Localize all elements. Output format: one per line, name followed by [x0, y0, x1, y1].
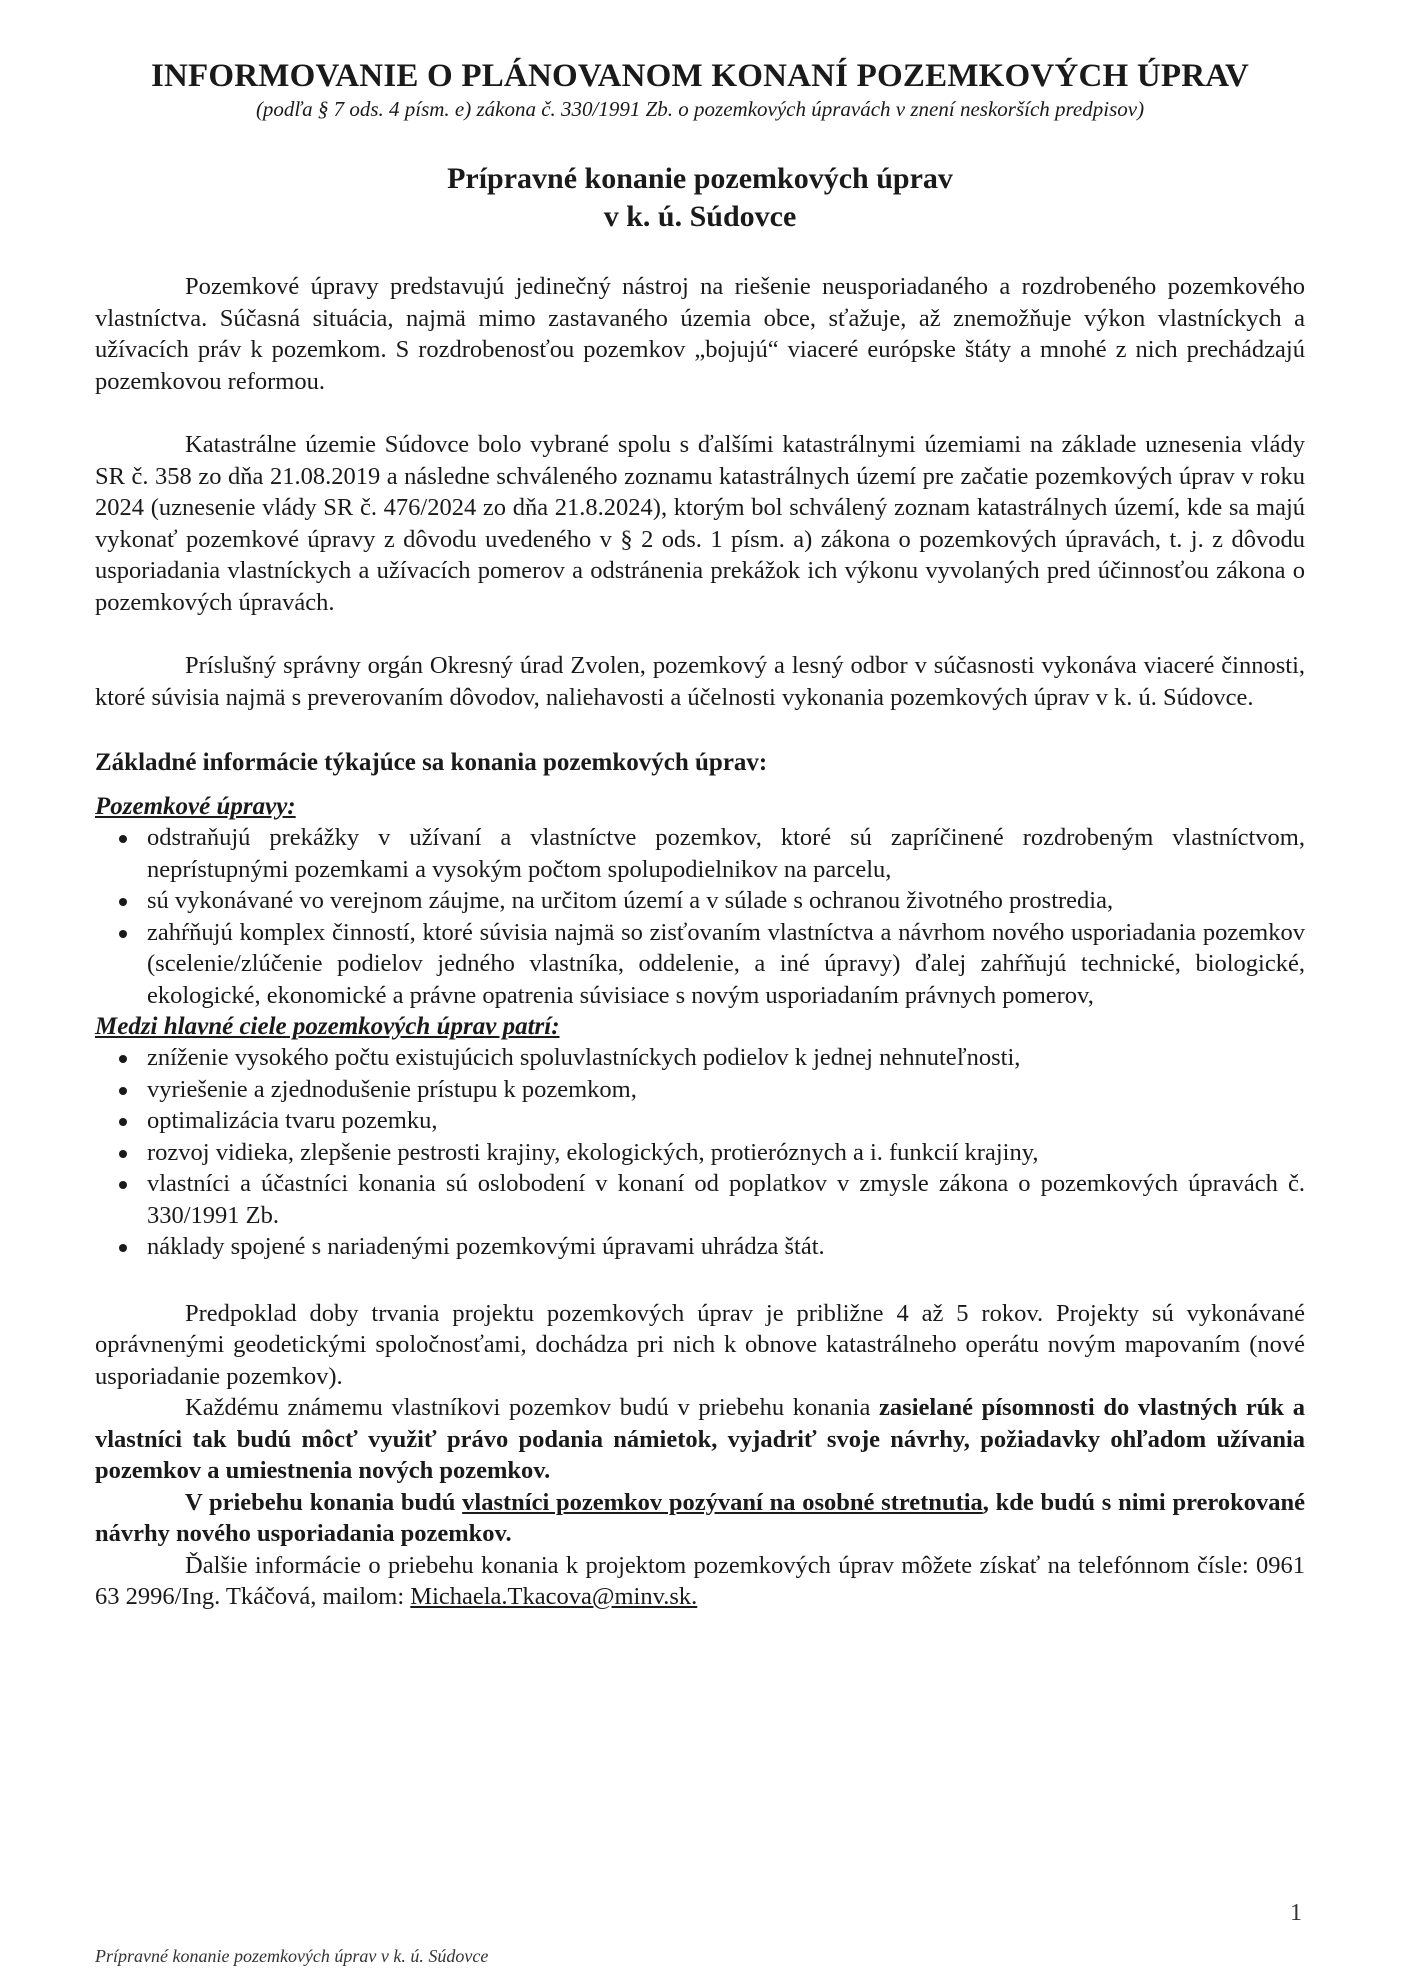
list-item-text: odstraňujú prekážky v užívaní a vlastníctve pozemkov, ktoré sú zapríčinené rozdrobeným vlastníctvom, neprístupnými pozemkami a vysokým počtom spolupodielnikov na parcelu, [147, 824, 1305, 883]
heading-line-2: v k. ú. Súdovce [603, 200, 797, 233]
list-item [95, 1074, 1305, 1106]
list-item [95, 1042, 1305, 1074]
heading-line-1: Prípravné konanie pozemkových úprav [447, 162, 953, 195]
list-item-text: zníženie vysokého počtu existujúcich spoluvlastníckych podielov k jednej nehnuteľnosti, [147, 1044, 1021, 1071]
list-item-text: rozvoj vidieka, zlepšenie pestrosti krajiny, ekologických, protieróznych a i. funkcií krajiny, [147, 1138, 1039, 1166]
closing-paragraph-4 [95, 1550, 1305, 1613]
intro-paragraph-1: Pozemkové úpravy predstavujú jedinečný nástroj na riešenie neusporiadaného a rozdrobeného pozemkového vlastníctva. Súčasná situácia, najmä mimo zastavaného územia obce, sťažuje, až znemožňuje výkon vlastníckych a užívacích práv k pozemkom. S rozdrobenosťou pozemkov „bojujú“ viaceré európske štáty a mnohé z nich prechádzajú pozemkovou reformou. [95, 273, 1305, 395]
list-item-text: zahŕňujú komplex činností, ktoré súvisia najmä so zisťovaním vlastníctva a návrhom nového usporiadania pozemkov (scelenie/zlúčenie podielov jedného vlastníka, oddelenie, a iné úpravy) ďalej zahŕňujú technické, biologické, ekologické, ekonomické a právne opatrenia súvisiace s novým usporiadaním právnych pomerov, [147, 918, 1305, 1009]
list-item [95, 917, 1305, 1012]
document-subtitle: (podľa § 7 ods. 4 písm. e) zákona č. 330/1991 Zb. o pozemkových úpravách v znení neskorších predpisov) [255, 97, 1145, 121]
basic-info-title: Základné informácie týkajúce sa konania pozemkových úprav: [95, 749, 768, 776]
email-link[interactable]: Michaela.Tkacova@minv.sk. [410, 1583, 698, 1610]
list-item-text: vlastníci a účastníci konania sú oslobodení v konaní od poplatkov v zmysle zákona o pozemkových úpravách č. 330/1991 Zb. [147, 1170, 1305, 1229]
page-footer: Prípravné konanie pozemkových úprav v k. ú. Súdovce [95, 1946, 489, 1966]
list-item [95, 1231, 1305, 1263]
page-number: 1 [1290, 1900, 1302, 1926]
closing-paragraph-3-bold-b: , kde budú s nimi prerokované návrhy nového usporiadania pozemkov. [95, 1488, 1305, 1547]
closing-paragraph-2-bold: zasielané písomnosti do vlastných rúk a vlastníci tak budú môcť využiť právo podania námietok, vyjadriť svoje návrhy, požiadavky ohľadom užívania pozemkov a umiestnenia nových pozemkov. [95, 1394, 1305, 1484]
basic-info-list [95, 822, 1305, 1011]
goals-list [95, 1042, 1305, 1263]
list-item [95, 1105, 1305, 1137]
intro-paragraph-3: Príslušný správny orgán Okresný úrad Zvolen, pozemkový a lesný odbor v súčasnosti vykonáva viaceré činnosti, ktoré súvisia najmä s preverovaním dôvodov, naliehavosti a účelnosti vykonania pozemkových úprav v k. ú. Súdovce. [95, 652, 1305, 711]
list-item [95, 822, 1305, 885]
contact-text: Ďalšie informácie o priebehu konania k projektom pozemkových úprav môžete získať na telefónnom čísle: 0961 63 2996/Ing. Tkáčová, mailom: [95, 1551, 1305, 1610]
list-item [95, 885, 1305, 917]
closing-paragraph-3 [95, 1487, 1305, 1550]
goals-subtitle: Medzi hlavné ciele pozemkových úprav patrí: [95, 1013, 560, 1040]
closing-paragraph-2-text: Každému známemu vlastníkovi pozemkov budú v priebehu konania [185, 1394, 880, 1421]
list-item [95, 1137, 1305, 1169]
list-item-text: vyriešenie a zjednodušenie prístupu k pozemkom, [147, 1075, 637, 1103]
basic-info-subtitle: Pozemkové úpravy: [95, 793, 296, 820]
intro-paragraph-2: Katastrálne územie Súdovce bolo vybrané spolu s ďalšími katastrálnymi územiami na základe uznesenia vlády SR č. 358 zo dňa 21.08.2019 a následne schváleného zoznamu katastrálnych území pre začatie pozemkových úprav v roku 2024 (uznesenie vlády SR č. 476/2024 zo dňa 21.8.2024), ktorým bol schválený zoznam katastrálnych území, kde sa majú vykonať pozemkové úpravy z dôvodu uvedeného v § 2 ods. 1 písm. a) zákona o pozemkových úpravách, t. j. z dôvodu usporiadania vlastníckych a užívacích pomerov a odstránenia prekážok ich výkonu vyvolaných pred účinnosťou zákona o pozemkových úpravách. [95, 431, 1305, 616]
document-page [95, 56, 1305, 1613]
list-item [95, 1168, 1305, 1231]
closing-paragraph-1: Predpoklad doby trvania projektu pozemkových úprav je približne 4 až 5 rokov. Projekty sú vykonávané oprávnenými geodetickými spoločnosťami, dochádza pri nich k obnove katastrálneho operátu novým mapovaním (nové usporiadanie pozemkov). [95, 1299, 1305, 1390]
closing-paragraph-2 [95, 1392, 1305, 1487]
list-item-text: náklady spojené s nariadenými pozemkovými úpravami uhrádza štát. [147, 1233, 825, 1260]
document-title: INFORMOVANIE O PLÁNOVANOM KONANÍ POZEMKOVÝCH ÚPRAV [150, 58, 1250, 94]
closing-paragraph-3-underlined: vlastníci pozemkov pozývaní na osobné stretnutia [462, 1488, 983, 1516]
list-item-text: optimalizácia tvaru pozemku, [147, 1107, 438, 1134]
list-item-text: sú vykonávané vo verejnom záujme, na určitom území a v súlade s ochranou životného prostredia, [147, 887, 1114, 914]
closing-paragraph-3-bold-a: V priebehu konania budú [185, 1488, 463, 1516]
